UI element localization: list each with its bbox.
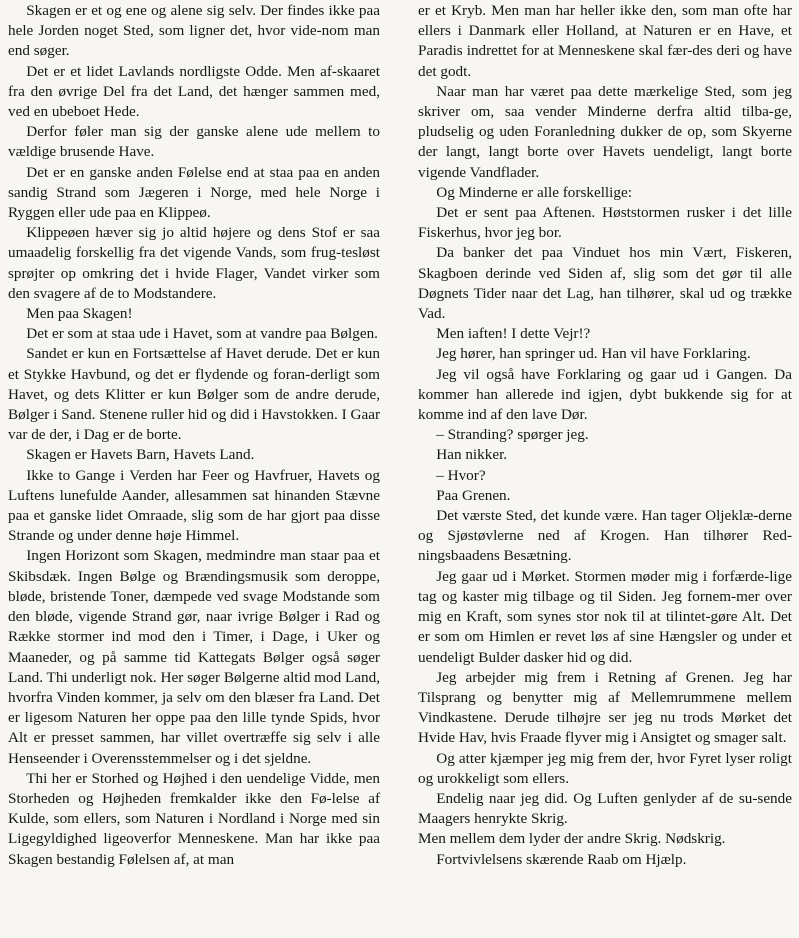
paragraph: Jeg gaar ud i Mørket. Stormen møder mig i forfærde-lige tag og kaster mig tilbage og til Siden. Jeg fornem-mer over mig en Kraft, som synes stor nok til at tilintet-gøre Alt. Det er som om Himlen er revet løs af sine Hængsler og under et uendeligt Bulder dasker hid og did. [418,567,792,666]
paragraph: Men mellem dem lyder der andre Skrig. Nødskrig. [418,830,726,848]
paragraph: – Stranding? spørger jeg. [436,426,589,444]
paragraph: Og Minderne er alle forskellige: [436,183,632,201]
paragraph: Sandet er kun en Fortsættelse af Havet derude. Det er kun et Stykke Havbund, og det er flydende og foran-derligt som Havet, og dets Klitter er kun Bølger som de andre derude, Bølger i Sand. Stenene ruller hid og did i Havstokken. I Gaar var de der, i Dag er de borte. [8,345,380,444]
paragraph: Ikke to Gange i Verden har Feer og Havfruer, Havets og Luftens lunefulde Aander, allesammen sat hinanden Stævne paa et ganske lidet Omraade, slig som de har gjort paa disse Strande og under denne høje Himmel. [8,466,380,545]
paragraph: Det er et lidet Lavlands nordligste Odde. Men af-skaaret fra den øvrige Del fra det Land, det hænger sammen med, ved en ubeboet Hede. [8,62,380,121]
paragraph: er et Kryb. Men man har heller ikke den, som man ofte har ellers i Danmark eller Holland, at Naturen er en Have, et Paradis indrettet for at Menneskene skal fær-des deri og have det godt. [418,2,792,80]
paragraph: Derfor føler man sig der ganske alene ude mellem to vældige brusende Have. [8,123,380,161]
paragraph: Det er som at staa ude i Havet, som at vandre paa Bølgen. [26,325,378,343]
paragraph: Jeg hører, han springer ud. Han vil have Forklaring. [436,345,751,363]
paragraph: Ingen Horizont som Skagen, medmindre man staar paa et Skibsdæk. Ingen Bølge og Brændingsmusik som deroppe, bløde, bristende Toner, dæmpede ved svage Modstande som den bløde, vigende Strand gør, naar ivrige Bølger i Rad og Række stormer ind mod den i Timer, i Dage, i Uker og Maaneder, og på samme tid Kattegats Bølger også søger Land. Thi underligt nok. Her søger Bølgerne altid mod Land, hvorfra Vinden kommer, ja selv om den blæser fra Land. Det er ligesom Naturen her oppe paa den lille tynde Spids, hvor Alt er presset sammen, har villet overtræffe sig selv i alle Henseender i Overensstemmelser og i det sjeldne. [8,547,380,767]
paragraph: Det værste Sted, det kunde være. Han tager Oljeklæ-derne og Sjøstøvlerne ned af Krogen. Han tilhører Red-ningsbaadens Besætning. [418,507,792,565]
paragraph: Men iaften! I dette Vejr!? [436,325,591,343]
paragraph: Klippeøen hæver sig jo altid højere og dens Stof er saa umaadelig forskellig fra det vigende Vands, som frug-tesløst sprøjter op omkring det i hvide Flager, Vandet virker som den svagere af de to Modstandere. [8,224,380,302]
paragraph: Han nikker. [436,446,508,464]
paragraph: – Hvor? [436,466,486,484]
paragraph: Men paa Skagen! [26,305,133,323]
paragraph: Jeg arbejder mig frem i Retning af Grenen. Jeg har Tilsprang og benytter mig af Mellemrummene mellem Vindkastene. Derude tilhøjre ser jeg nu trods Mørket det Hvide Hav, hvis Fraade flyver mig i Ansigtet og smager salt. [418,668,792,747]
paragraph: Og atter kjæmper jeg mig frem der, hvor Fyret lyser roligt og urokkeligt som ellers. [418,749,792,787]
paragraph: Det er sent paa Aftenen. Høststormen rusker i det lille Fiskerhus, hvor jeg bor. [418,204,792,242]
paragraph: Fortvivlelsens skærende Raab om Hjælp. [436,850,687,868]
left-text-column [8,0,380,870]
paragraph: Skagen er et og ene og alene sig selv. Der findes ikke paa hele Jorden noget Sted, som ligner det, hvor vide-nom man end søger. [8,2,380,60]
paragraph: Thi her er Storhed og Højhed i den uendelige Vidde, men Storheden og Højheden fremkalder ikke den Fø-lelse af Kulde, som ellers, som Naturen i Nordland i Norge med sin Ligegyldighed ligeoverfor Menneskene. Man har ikke paa Skagen bestandig Følelsen af, at man [8,769,380,868]
paragraph: Naar man har været paa dette mærkelige Sted, som jeg skriver om, saa vender Minderne derfra altid tilba-ge, pludselig og uden Foranledning dukker de op, som Skyerne der langt, langt borte over Havets uendeligt, langt borte vigende Vandflader. [418,82,792,181]
right-text-column [418,0,792,870]
paragraph: Det er en ganske anden Følelse end at staa paa en anden sandig Strand som Jægeren i Norge, med hele Norge i Ryggen eller ude paa en Klippeø. [8,163,380,222]
paragraph: Paa Grenen. [436,486,511,504]
paragraph: Skagen er Havets Barn, Havets Land. [26,446,255,464]
paragraph: Jeg vil også have Forklaring og gaar ud i Gangen. Da kommer han allerede ind igjen, dybt bukkende sig for at komme ind af den lave Dør. [418,365,792,424]
paragraph: Endelig naar jeg did. Og Luften genlyder af de su-sende Maagers henrykte Skrig. [418,789,792,828]
paragraph: Da banker det paa Vinduet hos min Vært, Fiskeren, Skagboen derinde ved Siden af, slig som det gør til alle Døgnets Tider naar det Lag, han tilhører, skal ud og trække Vad. [418,244,792,323]
